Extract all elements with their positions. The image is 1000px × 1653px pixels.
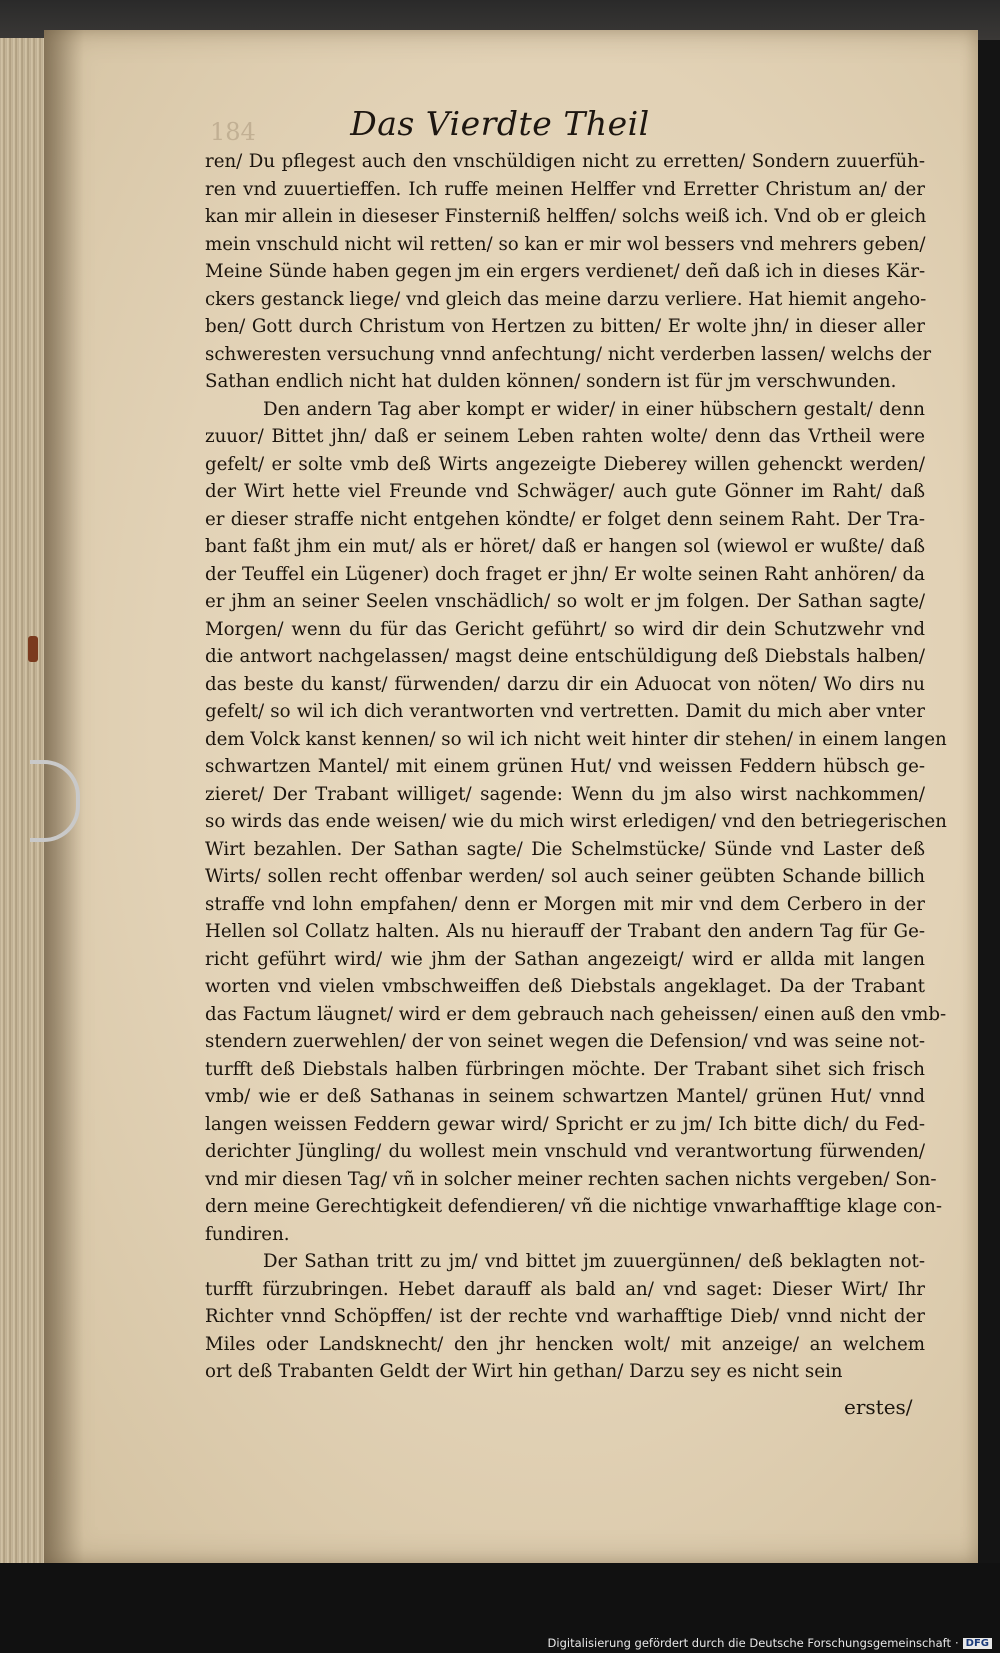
text-line: er jhm an seiner Seelen vnschädlich/ so wolt er jm folgen. Der Sathan sagte/ — [205, 591, 925, 612]
dfg-logo: DFG — [963, 1638, 992, 1649]
text-line: dern meine Gerechtigkeit defendieren/ vñ die nichtige vnwarhafftige klage con- — [205, 1196, 942, 1217]
text-line: Der Sathan tritt zu jm/ vnd bittet jm zuuergünnen/ deß beklagten not- — [263, 1251, 925, 1272]
text-line: langen weissen Feddern gewar wird/ Spricht er zu jm/ Ich bitte dich/ du Fed- — [205, 1113, 925, 1135]
text-line: bant faßt jhm ein mut/ als er höret/ daß er hangen sol (wiewol er wußte/ daß — [205, 536, 925, 557]
text-line: straffe vnd lohn empfahen/ denn er Morgen mit mir vnd dem Cerbero in der — [205, 893, 925, 915]
text-line: gefelt/ so wil ich dich verantworten vnd vertretten. Damit du mich aber vnter — [205, 701, 925, 722]
text-line: er dieser straffe nicht entgehen köndte/ er folget denn seinem Raht. Der Tra- — [205, 508, 925, 530]
text-line: Meine Sünde haben gegen jm ein ergers verdienet/ deñ daß ich in dieses Kär- — [205, 261, 926, 282]
catchword: erstes/ — [844, 1395, 913, 1419]
text-line: Hellen sol Collatz halten. Als nu hierauff der Trabant den andern Tag für Ge- — [205, 921, 925, 942]
text-line: kan mir allein in dieseser Finsterniß helffen/ solchs weiß ich. Vnd ob er gleich — [205, 206, 927, 227]
body-text — [205, 148, 947, 1386]
faded-page-number: 184 — [210, 118, 256, 146]
rust-stain — [28, 636, 38, 662]
text-line: turfft deß Diebstals halben fürbringen möchte. Der Trabant sihet sich frisch — [205, 1058, 925, 1080]
text-line: Richter vnnd Schöpffen/ ist der rechte vnd warhafftige Dieb/ vnnd nicht der — [205, 1306, 925, 1327]
text-line: Sathan endlich nicht hat dulden können/ sondern ist für jm verschwunden. — [205, 371, 897, 392]
text-line: fundiren. — [205, 1223, 290, 1245]
text-line: ren/ Du pflegest auch den vnschüldigen nicht zu erretten/ Sondern zuuerfüh- — [205, 151, 925, 172]
text-line: schwartzen Mantel/ mit einem grünen Hut/ vnd weissen Feddern hübsch ge- — [205, 756, 925, 777]
text-line: vnd mir diesen Tag/ vñ in solcher meiner rechten sachen nichts vergeben/ Son- — [205, 1168, 937, 1190]
text-line: Morgen/ wenn du für das Gericht geführt/ so wird dir dein Schutzwehr vnd — [205, 618, 925, 640]
text-line: schweresten versuchung vnnd anfechtung/ nicht verderben lassen/ welchs der — [205, 343, 932, 365]
text-line: derichter Jüngling/ du wollest mein vnschuld vnd verantwortung fürwenden/ — [205, 1141, 925, 1162]
text-line: zieret/ Der Trabant williget/ sagende: Wenn du jm also wirst nachkommen/ — [205, 783, 925, 805]
bottom-bar — [0, 1563, 1000, 1653]
text-line: ckers gestanck liege/ vnd gleich das meine darzu verliere. Hat hiemit angeho- — [205, 288, 927, 310]
text-line: richt geführt wird/ wie jhm der Sathan angezeigt/ wird er allda mit langen — [205, 948, 925, 970]
text-line: die antwort nachgelassen/ magst deine entschüldigung deß Diebstals halben/ — [205, 646, 925, 667]
text-line: zuuor/ Bittet jhn/ daß er seinem Leben rahten wolte/ denn das Vrtheil were — [205, 426, 925, 447]
text-line: ort deß Trabanten Geldt der Wirt hin gethan/ Darzu sey es nicht sein — [205, 1361, 843, 1382]
text-line: so wirds das ende weisen/ wie du mich wirst erledigen/ vnd den betriegerischen — [205, 811, 947, 832]
text-line: stendern zuerwehlen/ der von seinet wegen die Defension/ vnd was seine not- — [205, 1031, 925, 1052]
text-line: Wirts/ sollen recht offenbar werden/ sol auch seiner geübten Schande billich — [205, 866, 925, 887]
text-line: Miles oder Landsknecht/ den jhr hencken wolt/ mit anzeige/ an welchem — [205, 1333, 925, 1355]
text-line: mein vnschuld nicht wil retten/ so kan er mir wol bessers vnd mehrers geben/ — [205, 233, 926, 255]
text-line: gefelt/ er solte vmb deß Wirts angezeigte Dieberey willen gehenckt werden/ — [205, 453, 925, 475]
text-line: ren vnd zuuertieffen. Ich ruffe meinen Helffer vnd Erretter Christum an/ der — [205, 178, 925, 200]
digitization-credit: Digitalisierung gefördert durch die Deutsche Forschungsgemeinschaft · DFG — [548, 1636, 992, 1650]
text-line: worten vnd vielen vmbschweiffen deß Diebstals angeklaget. Da der Trabant — [205, 976, 925, 997]
credit-text: Digitalisierung gefördert durch die Deutsche Forschungsgemeinschaft — [547, 1636, 951, 1650]
text-line: Den andern Tag aber kompt er wider/ in einer hübschern gestalt/ denn — [263, 398, 925, 420]
running-header: Das Vierdte Theil — [350, 104, 650, 143]
text-line: ben/ Gott durch Christum von Hertzen zu bitten/ Er wolte jhn/ in dieser aller — [205, 316, 925, 337]
text-line: das beste du kanst/ fürwenden/ darzu dir ein Aduocat von nöten/ Wo dirs nu — [205, 673, 925, 695]
text-line: das Factum läugnet/ wird er dem gebrauch nach geheissen/ einen auß den vmb- — [205, 1003, 947, 1025]
text-line: Wirt bezahlen. Der Sathan sagte/ Die Schelmstücke/ Sünde vnd Laster deß — [205, 838, 925, 860]
text-line: vmb/ wie er deß Sathanas in seinem schwartzen Mantel/ grünen Hut/ vnnd — [205, 1086, 925, 1107]
text-line: der Wirt hette viel Freunde vnd Schwäger/ auch gute Gönner im Raht/ daß — [205, 481, 925, 502]
text-line: turfft fürzubringen. Hebet darauff als bald an/ vnd saget: Dieser Wirt/ Ihr — [205, 1278, 925, 1300]
text-line: dem Volck kanst kennen/ so wil ich nicht weit hinter dir stehen/ in einem langen — [205, 728, 947, 750]
text-line: der Teuffel ein Lügener) doch fraget er jhn/ Er wolte seinen Raht anhören/ da — [205, 563, 925, 585]
